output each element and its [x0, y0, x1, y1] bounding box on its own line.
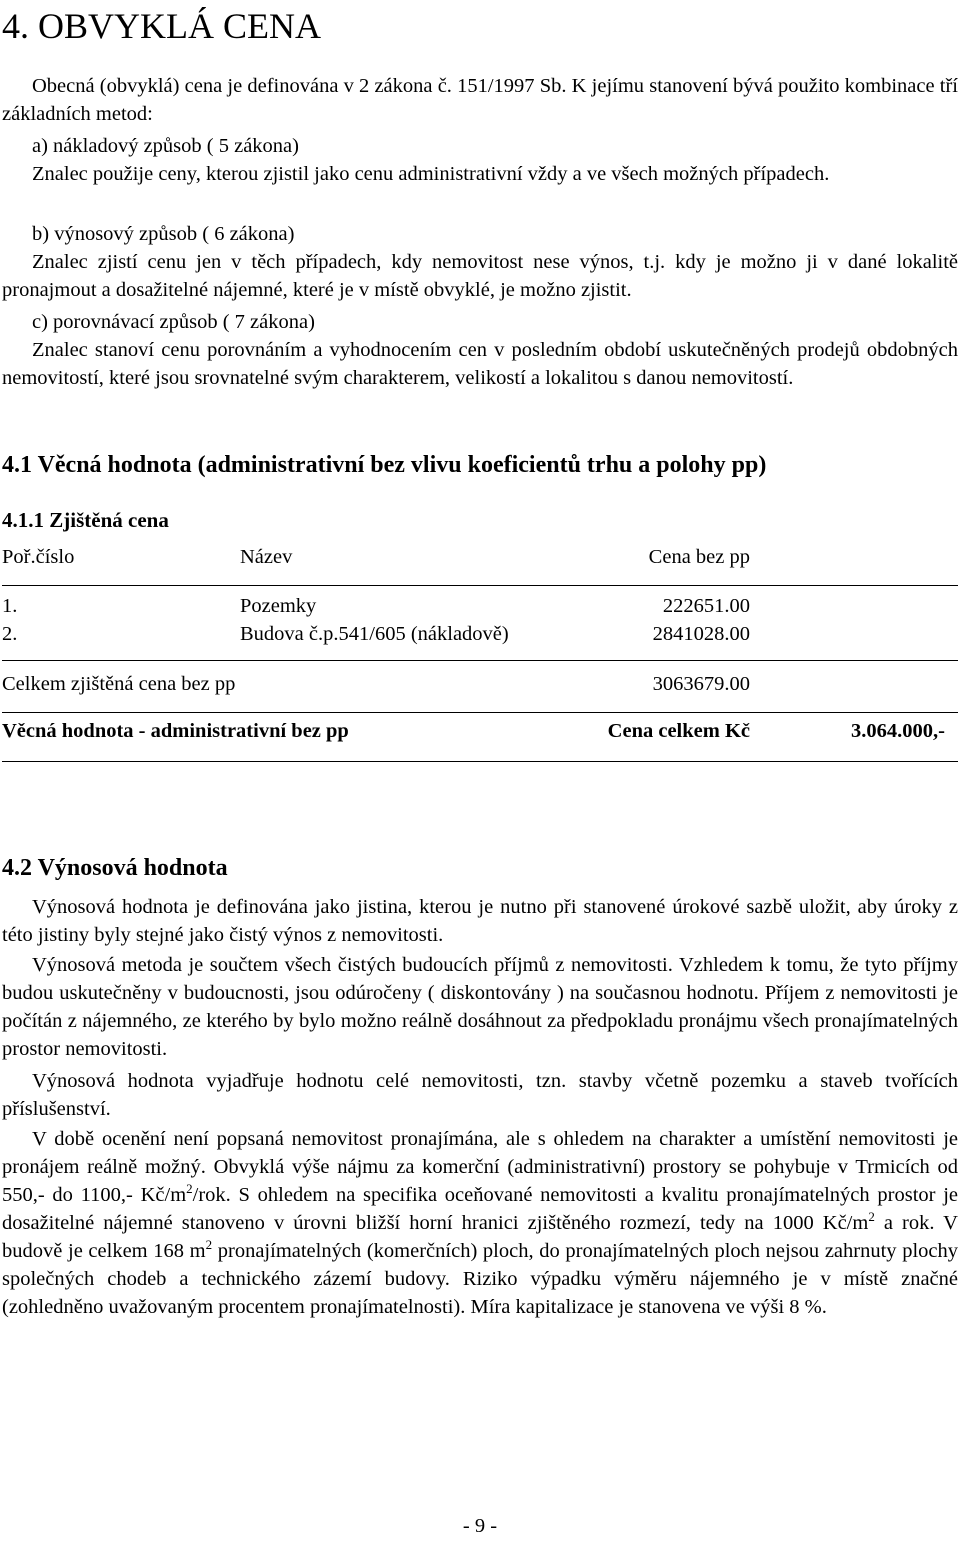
income-paragraph-3: Výnosová hodnota vyjadřuje hodnotu celé nemovitosti, tzn. stavby včetně pozemku a staveb tvořících příslušenství. [2, 1070, 958, 1120]
section-4-1-1-heading: 4.1.1 Zjištěná cena [2, 508, 169, 532]
table-divider [2, 585, 958, 586]
income-paragraph-4-part-c: a rok. V budově je celkem 168 m [2, 1212, 958, 1262]
method-b-text: Znalec zjistí cenu jen v těch případech, kdy nemovitost nese výnos, t.j. kdy je možno ji v dané lokalitě pronajmout a dosažitelné nájemné, které je v místě obvyklé, je možno zjistit. [2, 251, 958, 301]
income-paragraph-4-part-a: V době ocenění není popsaná nemovitost pronajímána, ale s ohledem na charakter a umístění nemovitosti je pronájem reálně možný. Obvyklá výše nájmu za komerční (administrativní) prostory se pohybuje v Trmicích od 550,- do 1100,- Kč/m [2, 1128, 958, 1206]
income-paragraph-4-part-b: /rok. S ohledem na specifika oceňované nemovitosti a kvalitu pronajímatelných prostor je dosažitelné nájemné stanoveno v úrovni bližší horní hranici zjištěného rozmezí, tedy na 1000 Kč/m [2, 1184, 958, 1234]
section-4-1-heading: 4.1 Věcná hodnota (administrativní bez vlivu koeficientů trhu a polohy pp) [2, 452, 767, 478]
summary-price-label: Cena celkem Kč [607, 720, 750, 742]
summary-price-value: 3.064.000,- [851, 720, 945, 742]
row-price: 222651.00 [662, 595, 750, 617]
table-header-price: Cena bez pp [648, 546, 750, 568]
income-paragraph-4 [2, 1125, 958, 1321]
intro-paragraph: Obecná (obvyklá) cena je definována v 2 zákona č. 151/1997 Sb. K jejímu stanovení bývá použito kombinace tří základních metod: [2, 75, 958, 125]
table-header-name: Název [240, 546, 293, 568]
income-paragraph-1: Výnosová hodnota je definována jako jistina, kterou je nutno při stanovené úrokové sazbě uložit, aby úroky z této jistiny byly stejné jako čistý výnos z nemovitosti. [2, 896, 958, 946]
table-divider [2, 761, 958, 762]
row-number: 1. [2, 595, 18, 617]
superscript: 2 [868, 1209, 875, 1224]
table-header-number: Poř.číslo [2, 546, 75, 568]
table-divider [2, 712, 958, 713]
table-divider [2, 660, 958, 661]
income-paragraph-4-part-d: pronajímatelných (komerčních) ploch, do pronajímatelných ploch nejsou zahrnuty plochy společných chodeb a technického zázemí budovy. Riziko výpadku výměru nájemného je v místě značné (zohledněno uvažovaným procentem pronajímatelnosti). Míra kapitalizace je stanovena ve výši 8 %. [2, 1240, 958, 1318]
method-a-text: Znalec použije ceny, kterou zjistil jako cenu administrativní vždy a ve všech možných případech. [32, 163, 830, 185]
summary-label: Věcná hodnota - administrativní bez pp [2, 720, 349, 742]
row-name: Budova č.p.541/605 (nákladově) [240, 623, 509, 645]
page-number: - 9 - [462, 1515, 498, 1537]
superscript: 2 [186, 1181, 193, 1196]
method-c-heading: c) porovnávací způsob ( 7 zákona) [32, 311, 315, 333]
method-a-heading: a) nákladový způsob ( 5 zákona) [32, 135, 299, 157]
total-label: Celkem zjištěná cena bez pp [2, 673, 236, 695]
section-4-2-heading: 4.2 Výnosová hodnota [2, 855, 228, 881]
income-paragraph-2: Výnosová metoda je součtem všech čistých budoucích příjmů z nemovitosti. Vzhledem k tomu, že tyto příjmy budou uskutečněny v budoucnosti, jsou odúročeny ( diskontovány ) na současnou hodnotu. Příjem z nemovitosti je počítán z nájemného, ze kterého by bylo možno reálně dosáhnout za předpokladu pronájmu všech pronajímatelných prostor nemovitosti. [2, 954, 958, 1060]
row-name: Pozemky [240, 595, 317, 617]
total-value: 3063679.00 [652, 673, 750, 695]
method-c-text: Znalec stanoví cenu porovnáním a vyhodnocením cen v posledním období uskutečněných prodejů obdobných nemovitostí, které jsou srovnatelné svým charakterem, velikostí a lokalitou s danou nemovitostí. [2, 339, 958, 389]
row-price: 2841028.00 [652, 623, 750, 645]
superscript: 2 [205, 1237, 213, 1252]
method-b-heading: b) výnosový způsob ( 6 zákona) [32, 223, 295, 245]
page-title: 4. OBVYKLÁ CENA [2, 6, 321, 46]
row-number: 2. [2, 623, 18, 645]
